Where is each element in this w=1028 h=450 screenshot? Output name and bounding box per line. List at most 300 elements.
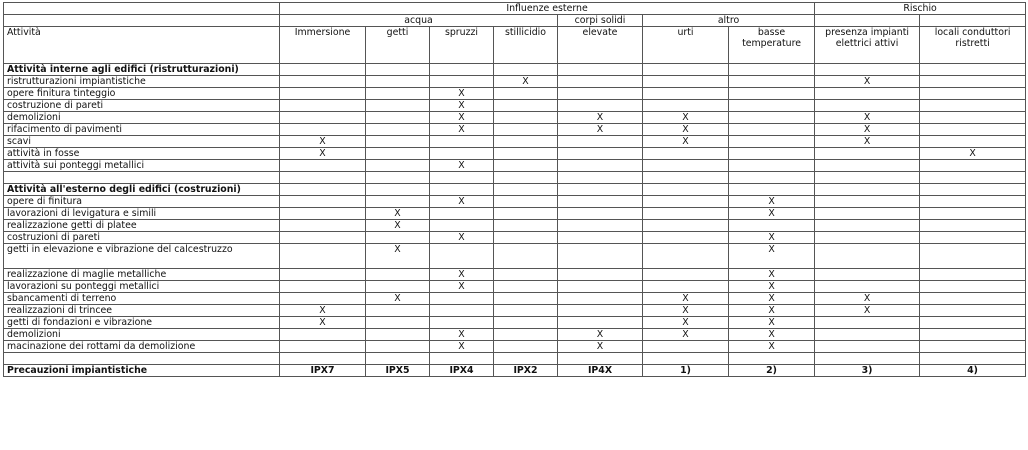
activity-label: ristrutturazioni impiantistiche: [4, 76, 280, 88]
mark-cell: [729, 160, 815, 172]
mark-cell: [280, 112, 366, 124]
mark-cell: [920, 269, 1026, 281]
mark-cell: [920, 341, 1026, 353]
mark-cell: [920, 88, 1026, 100]
footer-value: 4): [920, 365, 1026, 377]
mark-cell: [366, 124, 430, 136]
mark-cell: [643, 208, 729, 220]
mark-cell: X: [729, 196, 815, 208]
activity-label: opere di finitura: [4, 196, 280, 208]
mark-cell: [280, 88, 366, 100]
mark-cell: [815, 269, 920, 281]
mark-cell: [430, 220, 494, 232]
mark-cell: X: [366, 293, 430, 305]
mark-cell: [729, 148, 815, 160]
activity-label: rifacimento di pavimenti: [4, 124, 280, 136]
mark-cell: [366, 112, 430, 124]
mark-cell: X: [815, 293, 920, 305]
empty-cell: [430, 353, 494, 365]
table-row: [4, 76, 1026, 88]
empty-cell: [920, 184, 1026, 196]
mark-cell: [920, 317, 1026, 329]
table-row: [4, 244, 1026, 269]
mark-cell: X: [815, 305, 920, 317]
mark-cell: X: [558, 341, 643, 353]
mark-cell: [920, 305, 1026, 317]
section-title: Attività interne agli edifici (ristrutturazioni): [4, 64, 280, 76]
table-row: [4, 148, 1026, 160]
mark-cell: X: [643, 329, 729, 341]
empty-cell: [430, 64, 494, 76]
mark-cell: [920, 76, 1026, 88]
table-row: [4, 196, 1026, 208]
mark-cell: [494, 281, 558, 293]
footer-value: IPX5: [366, 365, 430, 377]
mark-cell: X: [280, 148, 366, 160]
empty-cell: [494, 172, 558, 184]
activity-label: macinazione dei rottami da demolizione: [4, 341, 280, 353]
mark-cell: [494, 232, 558, 244]
empty-cell: [494, 64, 558, 76]
table-row: [4, 317, 1026, 329]
mark-cell: [280, 341, 366, 353]
mark-cell: [558, 208, 643, 220]
mark-cell: [280, 100, 366, 112]
activity-label: getti in elevazione e vibrazione del calcestruzzo: [4, 244, 280, 269]
mark-cell: X: [729, 208, 815, 220]
mark-cell: [815, 160, 920, 172]
header-col-elevate: elevate: [558, 27, 643, 64]
mark-cell: X: [643, 124, 729, 136]
header-acqua: acqua: [280, 15, 558, 27]
footer-value: IPX7: [280, 365, 366, 377]
mark-cell: [815, 341, 920, 353]
mark-cell: X: [430, 196, 494, 208]
table-row: [4, 208, 1026, 220]
mark-cell: [815, 281, 920, 293]
mark-cell: [729, 88, 815, 100]
mark-cell: [494, 341, 558, 353]
mark-cell: X: [430, 124, 494, 136]
header-col-immersione: Immersione: [280, 27, 366, 64]
activity-label: realizzazione getti di platee: [4, 220, 280, 232]
footer-value: IPX2: [494, 365, 558, 377]
mark-cell: [494, 112, 558, 124]
empty-cell: [4, 172, 280, 184]
header-col-stillicidio: stillicidio: [494, 27, 558, 64]
footer-value: IPX4: [430, 365, 494, 377]
header-col-basse-temperature: basse temperature: [729, 27, 815, 64]
activity-label: realizzazione di maglie metalliche: [4, 269, 280, 281]
mark-cell: X: [643, 305, 729, 317]
mark-cell: [280, 76, 366, 88]
mark-cell: X: [815, 76, 920, 88]
mark-cell: X: [430, 281, 494, 293]
mark-cell: [643, 281, 729, 293]
table-row: [4, 124, 1026, 136]
empty-cell: [815, 353, 920, 365]
activity-label: costruzioni di pareti: [4, 232, 280, 244]
mark-cell: X: [815, 124, 920, 136]
mark-cell: [494, 329, 558, 341]
footer-value: IP4X: [558, 365, 643, 377]
mark-cell: X: [643, 293, 729, 305]
mark-cell: [729, 100, 815, 112]
mark-cell: [920, 112, 1026, 124]
mark-cell: [920, 160, 1026, 172]
mark-cell: [729, 220, 815, 232]
header-influenze-esterne: Influenze esterne: [280, 3, 815, 15]
empty-cell: [366, 184, 430, 196]
mark-cell: X: [494, 76, 558, 88]
mark-cell: [430, 148, 494, 160]
empty-cell: [366, 64, 430, 76]
mark-cell: [366, 100, 430, 112]
mark-cell: X: [430, 160, 494, 172]
activity-label: realizzazioni di trincee: [4, 305, 280, 317]
mark-cell: [558, 88, 643, 100]
footer-row: [4, 365, 1026, 377]
header-col-spruzzi: spruzzi: [430, 27, 494, 64]
risk-matrix-table: [3, 2, 1026, 377]
mark-cell: X: [920, 148, 1026, 160]
mark-cell: [815, 232, 920, 244]
table-row: [4, 341, 1026, 353]
mark-cell: [366, 329, 430, 341]
mark-cell: [280, 244, 366, 269]
mark-cell: [494, 293, 558, 305]
mark-cell: X: [815, 112, 920, 124]
mark-cell: X: [430, 341, 494, 353]
footer-value: 2): [729, 365, 815, 377]
mark-cell: [920, 232, 1026, 244]
mark-cell: [430, 136, 494, 148]
mark-cell: [494, 88, 558, 100]
mark-cell: [494, 124, 558, 136]
mark-cell: [280, 293, 366, 305]
mark-cell: [430, 244, 494, 269]
mark-cell: X: [280, 305, 366, 317]
table-row: [4, 100, 1026, 112]
mark-cell: [280, 208, 366, 220]
mark-cell: X: [643, 317, 729, 329]
mark-cell: X: [558, 124, 643, 136]
mark-cell: [366, 136, 430, 148]
mark-cell: [643, 100, 729, 112]
mark-cell: [494, 220, 558, 232]
mark-cell: [366, 232, 430, 244]
activity-label: costruzione di pareti: [4, 100, 280, 112]
mark-cell: [815, 317, 920, 329]
mark-cell: [558, 220, 643, 232]
mark-cell: [815, 329, 920, 341]
mark-cell: X: [643, 112, 729, 124]
empty-cell: [815, 172, 920, 184]
empty-cell: [643, 184, 729, 196]
activity-label: lavorazioni su ponteggi metallici: [4, 281, 280, 293]
table-row: [4, 220, 1026, 232]
activity-label: lavorazioni di levigatura e simili: [4, 208, 280, 220]
mark-cell: X: [430, 329, 494, 341]
mark-cell: X: [430, 100, 494, 112]
empty-cell: [815, 64, 920, 76]
mark-cell: [920, 329, 1026, 341]
mark-cell: [815, 244, 920, 269]
empty-cell: [558, 64, 643, 76]
mark-cell: [815, 148, 920, 160]
header-altro: altro: [643, 15, 815, 27]
empty-cell: [558, 353, 643, 365]
empty-cell: [729, 184, 815, 196]
mark-cell: [494, 196, 558, 208]
empty-cell: [280, 353, 366, 365]
mark-cell: [558, 196, 643, 208]
mark-cell: [815, 220, 920, 232]
empty-cell: [494, 184, 558, 196]
empty-cell: [729, 353, 815, 365]
mark-cell: [729, 124, 815, 136]
mark-cell: [815, 88, 920, 100]
mark-cell: [366, 341, 430, 353]
empty-cell: [494, 353, 558, 365]
mark-cell: [558, 232, 643, 244]
header-row-1: [4, 3, 1026, 15]
mark-cell: [430, 317, 494, 329]
mark-cell: [643, 244, 729, 269]
empty-cell: [558, 184, 643, 196]
empty-cell: [920, 64, 1026, 76]
empty-cell: [643, 172, 729, 184]
empty-cell: [430, 172, 494, 184]
header-row-3: [4, 27, 1026, 64]
mark-cell: [280, 196, 366, 208]
empty-cell: [280, 184, 366, 196]
table-row: [4, 88, 1026, 100]
mark-cell: X: [729, 232, 815, 244]
mark-cell: X: [430, 88, 494, 100]
mark-cell: [366, 160, 430, 172]
activity-label: demolizioni: [4, 329, 280, 341]
mark-cell: [643, 148, 729, 160]
mark-cell: [558, 148, 643, 160]
mark-cell: [430, 76, 494, 88]
table-wrapper: [3, 2, 1026, 377]
mark-cell: X: [729, 341, 815, 353]
empty-cell: [729, 64, 815, 76]
table-row: [4, 281, 1026, 293]
mark-cell: X: [366, 244, 430, 269]
mark-cell: [920, 281, 1026, 293]
header-empty-cell: [4, 15, 280, 27]
section-title: Attività all'esterno degli edifici (costruzioni): [4, 184, 280, 196]
mark-cell: [494, 305, 558, 317]
table-row: [4, 329, 1026, 341]
empty-cell: [280, 64, 366, 76]
mark-cell: [366, 305, 430, 317]
footer-value: 3): [815, 365, 920, 377]
activity-label: sbancamenti di terreno: [4, 293, 280, 305]
header-empty-cell: [920, 15, 1026, 27]
mark-cell: [430, 208, 494, 220]
header-attivita: Attività: [4, 27, 280, 64]
mark-cell: [366, 269, 430, 281]
footer-label: Precauzioni impiantistiche: [4, 365, 280, 377]
mark-cell: [558, 136, 643, 148]
header-col-getti: getti: [366, 27, 430, 64]
mark-cell: X: [366, 208, 430, 220]
mark-cell: X: [729, 269, 815, 281]
activity-label: scavi: [4, 136, 280, 148]
mark-cell: [920, 136, 1026, 148]
mark-cell: [280, 160, 366, 172]
mark-cell: [558, 76, 643, 88]
activity-label: attività in fosse: [4, 148, 280, 160]
mark-cell: [494, 269, 558, 281]
activity-label: getti di fondazioni e vibrazione: [4, 317, 280, 329]
header-col-presenza-impianti: presenza impianti elettrici attivi: [815, 27, 920, 64]
mark-cell: [280, 220, 366, 232]
activity-label: demolizioni: [4, 112, 280, 124]
mark-cell: X: [558, 329, 643, 341]
mark-cell: X: [729, 244, 815, 269]
mark-cell: [729, 76, 815, 88]
mark-cell: [643, 341, 729, 353]
mark-cell: [920, 100, 1026, 112]
mark-cell: X: [430, 269, 494, 281]
mark-cell: X: [430, 232, 494, 244]
mark-cell: [430, 305, 494, 317]
mark-cell: [558, 244, 643, 269]
mark-cell: [366, 281, 430, 293]
empty-cell: [4, 353, 280, 365]
spacer-row: [4, 353, 1026, 365]
mark-cell: X: [430, 112, 494, 124]
mark-cell: [815, 208, 920, 220]
activity-label: attività sui ponteggi metallici: [4, 160, 280, 172]
table-row: [4, 112, 1026, 124]
table-body: [4, 64, 1026, 377]
mark-cell: [729, 136, 815, 148]
mark-cell: X: [280, 317, 366, 329]
empty-cell: [280, 172, 366, 184]
mark-cell: [643, 196, 729, 208]
mark-cell: [280, 329, 366, 341]
empty-cell: [729, 172, 815, 184]
mark-cell: [494, 317, 558, 329]
header-empty-cell: [4, 3, 280, 15]
mark-cell: X: [558, 112, 643, 124]
mark-cell: X: [729, 305, 815, 317]
mark-cell: X: [643, 136, 729, 148]
header-col-locali-conduttori: locali conduttori ristretti: [920, 27, 1026, 64]
mark-cell: [366, 88, 430, 100]
spacer-row: [4, 172, 1026, 184]
table-row: [4, 160, 1026, 172]
mark-cell: [366, 148, 430, 160]
table-row: [4, 136, 1026, 148]
mark-cell: [643, 269, 729, 281]
empty-cell: [920, 172, 1026, 184]
mark-cell: [920, 293, 1026, 305]
mark-cell: X: [729, 281, 815, 293]
empty-cell: [920, 353, 1026, 365]
mark-cell: [920, 124, 1026, 136]
section-title-row: [4, 184, 1026, 196]
header-rischio: Rischio: [815, 3, 1026, 15]
mark-cell: [920, 208, 1026, 220]
mark-cell: [643, 232, 729, 244]
mark-cell: [643, 160, 729, 172]
mark-cell: [280, 124, 366, 136]
mark-cell: [920, 220, 1026, 232]
mark-cell: [643, 76, 729, 88]
table-header: [4, 3, 1026, 64]
mark-cell: [280, 281, 366, 293]
empty-cell: [430, 184, 494, 196]
mark-cell: [920, 244, 1026, 269]
mark-cell: [494, 148, 558, 160]
mark-cell: X: [729, 329, 815, 341]
table-row: [4, 232, 1026, 244]
mark-cell: [729, 112, 815, 124]
table-row: [4, 293, 1026, 305]
empty-cell: [643, 64, 729, 76]
mark-cell: [366, 317, 430, 329]
mark-cell: [643, 220, 729, 232]
mark-cell: [280, 269, 366, 281]
mark-cell: [558, 317, 643, 329]
header-row-2: [4, 15, 1026, 27]
mark-cell: [558, 160, 643, 172]
header-corpi-solidi: corpi solidi: [558, 15, 643, 27]
mark-cell: [558, 281, 643, 293]
mark-cell: [494, 136, 558, 148]
empty-cell: [643, 353, 729, 365]
activity-label: opere finitura tinteggio: [4, 88, 280, 100]
mark-cell: [366, 76, 430, 88]
section-title-row: [4, 64, 1026, 76]
empty-cell: [815, 184, 920, 196]
empty-cell: [558, 172, 643, 184]
mark-cell: [558, 293, 643, 305]
mark-cell: [494, 208, 558, 220]
empty-cell: [366, 353, 430, 365]
mark-cell: [430, 293, 494, 305]
mark-cell: [494, 244, 558, 269]
table-row: [4, 269, 1026, 281]
mark-cell: X: [366, 220, 430, 232]
mark-cell: [643, 88, 729, 100]
mark-cell: [920, 196, 1026, 208]
mark-cell: [280, 232, 366, 244]
mark-cell: [815, 100, 920, 112]
header-empty-cell: [815, 15, 920, 27]
mark-cell: [494, 160, 558, 172]
mark-cell: [494, 100, 558, 112]
header-col-urti: urti: [643, 27, 729, 64]
mark-cell: X: [280, 136, 366, 148]
mark-cell: [558, 305, 643, 317]
mark-cell: X: [729, 317, 815, 329]
mark-cell: X: [729, 293, 815, 305]
mark-cell: [558, 269, 643, 281]
mark-cell: X: [815, 136, 920, 148]
footer-value: 1): [643, 365, 729, 377]
empty-cell: [366, 172, 430, 184]
mark-cell: [815, 196, 920, 208]
mark-cell: [558, 100, 643, 112]
mark-cell: [366, 196, 430, 208]
